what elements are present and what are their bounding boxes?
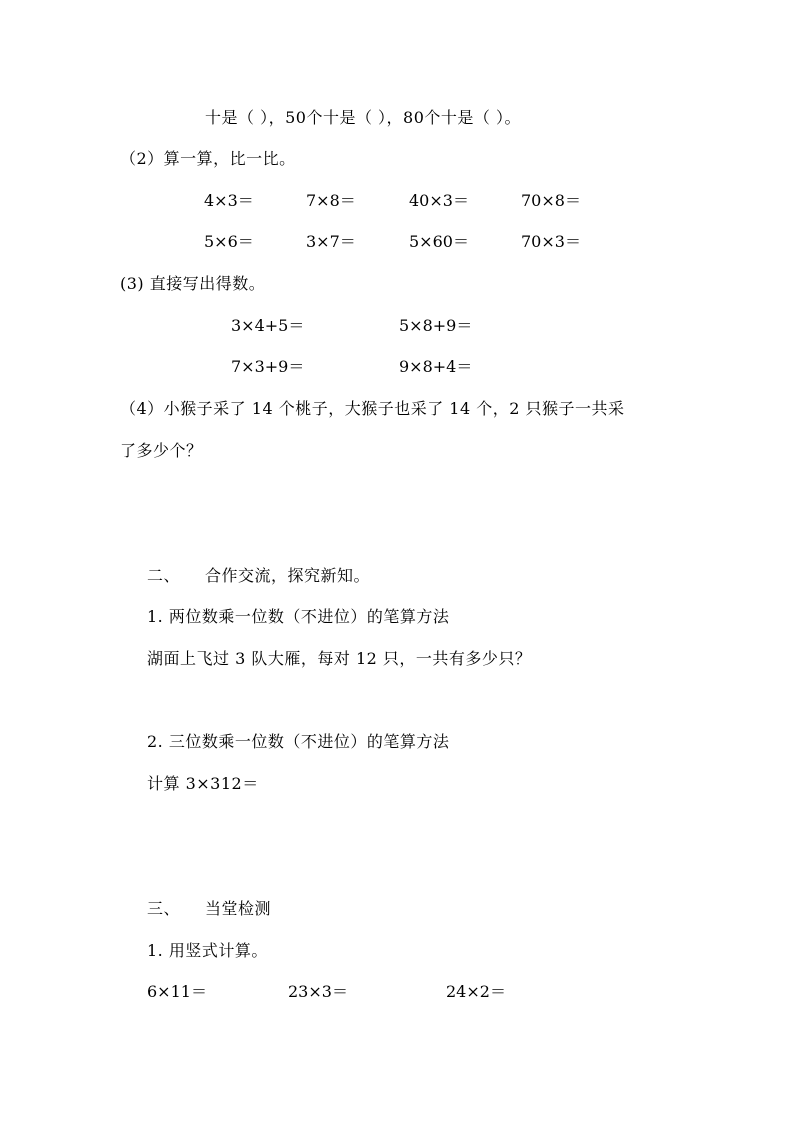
section-2-item2-title: 2. 三位数乘一位数（不进位）的笔算方法: [147, 732, 450, 751]
q2-expr: 3×7＝: [306, 232, 356, 251]
question-4-line1: （4）小猴子采了 14 个桃子，大猴子也采了 14 个，2 只猴子一共采: [120, 399, 625, 418]
q3-expr: 5×8+9＝: [399, 316, 473, 335]
question-2-title: （2）算一算，比一比。: [120, 149, 296, 168]
q3-expr: 9×8+4＝: [399, 357, 473, 376]
intro-line: 十是（ ），50个十是（ ），80个十是（ ）。: [205, 108, 521, 127]
q3-expr: 3×4+5＝: [231, 316, 305, 335]
q3-expr: 7×3+9＝: [231, 357, 305, 376]
question-4-line2: 了多少个？: [120, 441, 203, 460]
section-2-item1-text: 湖面上飞过 3 队大雁，每对 12 只，一共有多少只？: [147, 649, 532, 668]
section-2-item1-title: 1. 两位数乘一位数（不进位）的笔算方法: [147, 607, 450, 626]
q2-expr: 5×60＝: [409, 232, 469, 251]
section-2-item2-text: 计算 3×312＝: [147, 774, 259, 793]
q2-expr: 5×6＝: [204, 232, 254, 251]
q2-expr: 70×3＝: [521, 232, 581, 251]
section-2-heading: 合作交流，探究新知。: [205, 566, 371, 585]
q2-expr: 70×8＝: [521, 191, 581, 210]
s3-expr: 6×11＝: [147, 982, 207, 1001]
q2-expr: 7×8＝: [306, 191, 356, 210]
s3-expr: 24×2＝: [446, 982, 506, 1001]
q2-expr: 40×3＝: [409, 191, 469, 210]
section-2-number: 二、: [147, 566, 181, 585]
section-3-item1-title: 1. 用竖式计算。: [147, 941, 268, 960]
section-3-number: 三、: [147, 899, 181, 918]
q2-expr: 4×3＝: [204, 191, 254, 210]
section-3-heading: 当堂检测: [205, 899, 272, 918]
s3-expr: 23×3＝: [288, 982, 348, 1001]
question-3-title: (3) 直接写出得数。: [120, 274, 266, 293]
